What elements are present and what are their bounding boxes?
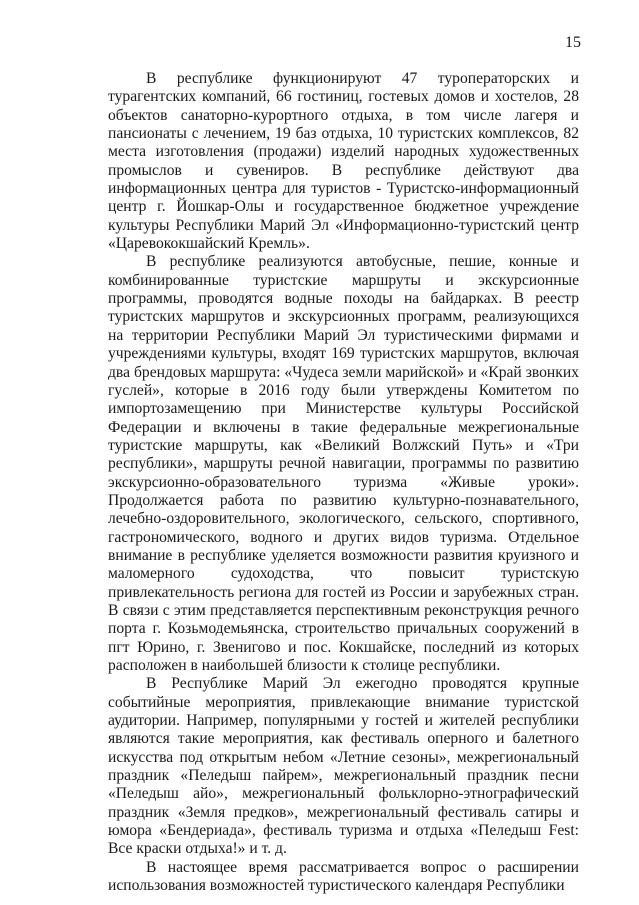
- paragraph-events: В Республике Марий Эл ежегодно проводятся крупные событийные мероприятия, привлекающие внимание туристской аудитории. Например, популярными у гостей и жителей республики являются такие мероприятия, как фестиваль оперного и балетного искусства под открытым небом «Летние сезоны», межрегиональный праздник «Пеледыш пайрем», межрегиональный праздник песни «Пеледыш айо», межрегиональный фольклорно-этнографический праздник «Земля предков», межрегиональный фестиваль сатиры и юмора «Бендериада», фестиваль туризма и отдыха «Пеледыш Fest: Все краски отдыха!» и т. д.: [108, 675, 579, 858]
- paragraph-tourist-routes: В республике реализуются автобусные, пешие, конные и комбинированные туристские маршруты и экскурсионные программы, проводятся водные походы на байдарках. В реестр туристских маршрутов и экскурсионных программ, реализующихся на территории Республики Марий Эл туристическими фирмами и учреждениями культуры, входят 169 туристских маршрутов, включая два брендовых маршрута: «Чудеса земли марийской» и «Край звонких гуслей», которые в 2016 году были утверждены Комитетом по импортозамещению при Министерстве культуры Российской Федерации и включены в такие федеральные межрегиональные туристские маршруты, как «Великий Волжский Путь» и «Три республики», маршруты речной навигации, программы по развитию экскурсионно-образовательного туризма «Живые уроки». Продолжается работа по развитию культурно-познавательного, лечебно-оздоровительного, экологического, сельского, спортивного, гастрономического, водного и других видов туризма. Отдельное внимание в республике уделяется возможности развития круизного и маломерного судоходства, что повысит туристскую привлекательность региона для гостей из России и зарубежных стран. В связи с этим представляется перспективным реконструкция речного порта г. Козьмодемьянска, строительство причальных сооружений в пгт Юрино, г. Звенигово и пос. Кокшайске, последний из которых расположен в наибольшей близости к столице республики.: [108, 253, 579, 674]
- page-number: 15: [565, 34, 581, 51]
- paragraph-tourism-infrastructure: В республике функционируют 47 туроператорских и турагентских компаний, 66 гостиниц, гостевых домов и хостелов, 28 объектов санаторно-курортного отдыха, в том числе лагеря и пансионаты с лечением, 19 баз отдыха, 10 туристских комплексов, 82 места изготовления (продажи) изделий народных художественных промыслов и сувениров. В республике действуют два информационных центра для туристов - Туристско-информационный центр г. Йошкар-Олы и государственное бюджетное учреждение культуры Республики Марий Эл «Информационно-туристский центр «Царевококшайский Кремль».: [108, 70, 579, 253]
- paragraph-calendar: В настоящее время рассматривается вопрос о расширении использования возможностей туристического календаря Республики: [108, 858, 579, 895]
- document-body: [108, 70, 579, 895]
